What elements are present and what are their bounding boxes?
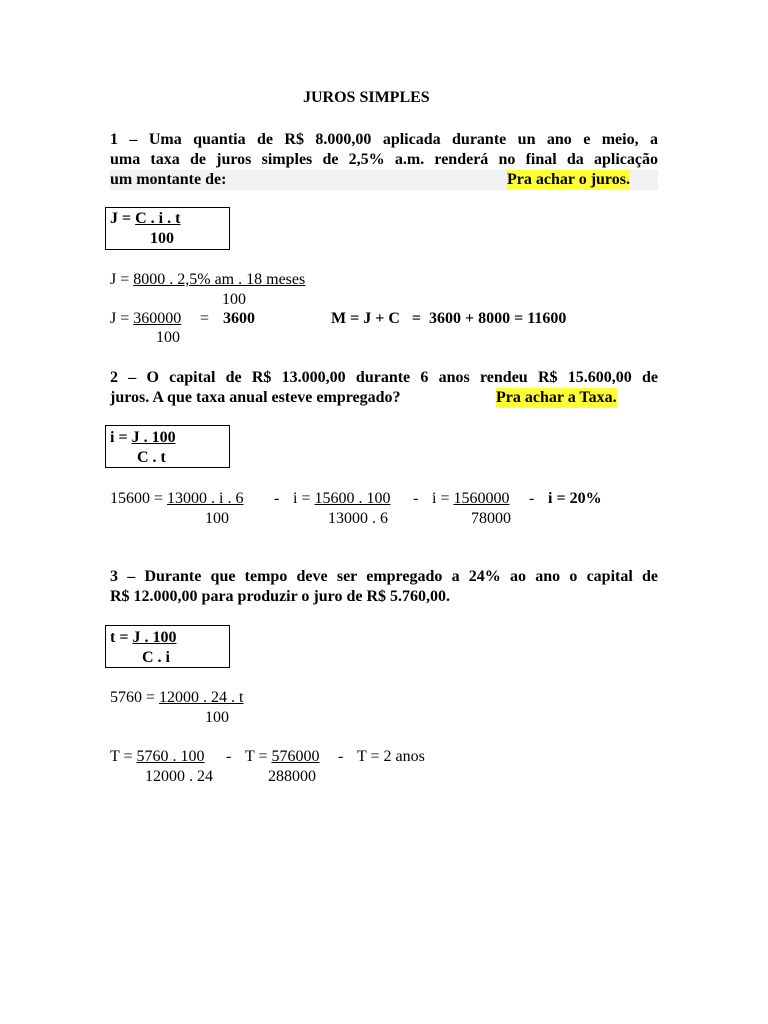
calc-taxa-part-3: i = 1560000 bbox=[432, 490, 510, 507]
question-1-line-2: uma taxa de juros simples de 2,5% a.m. renderá no final da aplicação bbox=[110, 151, 658, 168]
question-1-hint: Pra achar o juros. bbox=[507, 171, 630, 188]
calc-taxa-separator-3: - bbox=[529, 490, 535, 507]
calc-taxa-part-2-denominator: 13000 . 6 bbox=[328, 510, 388, 527]
calc-taxa-separator-1: - bbox=[274, 490, 280, 507]
calc-tempo-2-part-2: T = 576000 bbox=[245, 748, 320, 765]
question-3-text bbox=[110, 567, 658, 607]
calc-tempo-2-result: T = 2 anos bbox=[357, 748, 425, 765]
calc-tempo-2-separator-1: - bbox=[226, 748, 232, 765]
formula-tempo-denominator: C . i bbox=[142, 649, 170, 666]
calc-tempo-1-denominator: 100 bbox=[205, 709, 229, 726]
calc-juros-1: J = 8000 . 2,5% am . 18 meses bbox=[110, 271, 306, 288]
question-2-line-2: juros. A que taxa anual esteve empregado? bbox=[110, 389, 401, 406]
calc-tempo-2-part-2-denominator: 288000 bbox=[268, 768, 316, 785]
calc-taxa-result: i = 20% bbox=[548, 490, 602, 507]
formula-taxa-denominator: C . t bbox=[137, 449, 166, 466]
formula-taxa: i = J . 100 bbox=[110, 429, 176, 446]
calc-juros-1-denominator: 100 bbox=[222, 291, 246, 308]
calc-taxa-part-1: 15600 = 13000 . i . 6 bbox=[110, 490, 244, 507]
calc-taxa-separator-2: - bbox=[413, 490, 419, 507]
calc-tempo-2-part-1-denominator: 12000 . 24 bbox=[145, 768, 213, 785]
question-3-line-2: R$ 12.000,00 para produzir o juro de R$ 5.760,00. bbox=[110, 588, 451, 605]
question-2-line-1: 2 – O capital de R$ 13.000,00 durante 6 anos rendeu R$ 15.600,00 de bbox=[110, 369, 658, 386]
formula-tempo: t = J . 100 bbox=[110, 629, 177, 646]
question-3-line-1: 3 – Durante que tempo deve ser empregado a 24% ao ano o capital de bbox=[110, 568, 658, 585]
question-1-line-1: 1 – Uma quantia de R$ 8.000,00 aplicada durante un ano e meio, a bbox=[110, 131, 658, 148]
calc-tempo-2-part-1: T = 5760 . 100 bbox=[110, 748, 205, 765]
calc-tempo-1: 5760 = 12000 . 24 . t bbox=[110, 689, 244, 706]
calc-montante: M = J + C = 3600 + 8000 = 11600 bbox=[331, 310, 567, 327]
calc-juros-2-equals: = bbox=[200, 310, 210, 327]
calc-juros-2-result: 3600 bbox=[223, 310, 255, 327]
calc-juros-2-denominator: 100 bbox=[156, 329, 180, 346]
calc-juros-2: J = 360000 bbox=[110, 310, 182, 327]
calc-tempo-2-separator-2: - bbox=[338, 748, 344, 765]
page-title: JUROS SIMPLES bbox=[303, 89, 430, 106]
question-1-line-3: um montante de: bbox=[110, 170, 658, 190]
calc-taxa-part-2: i = 15600 . 100 bbox=[293, 490, 391, 507]
formula-juros-denominator: 100 bbox=[150, 230, 174, 247]
question-2-hint: Pra achar a Taxa. bbox=[496, 389, 617, 406]
calc-taxa-part-1-denominator: 100 bbox=[205, 510, 229, 527]
formula-juros: J = C . i . t bbox=[110, 210, 181, 227]
calc-taxa-part-3-denominator: 78000 bbox=[471, 510, 511, 527]
